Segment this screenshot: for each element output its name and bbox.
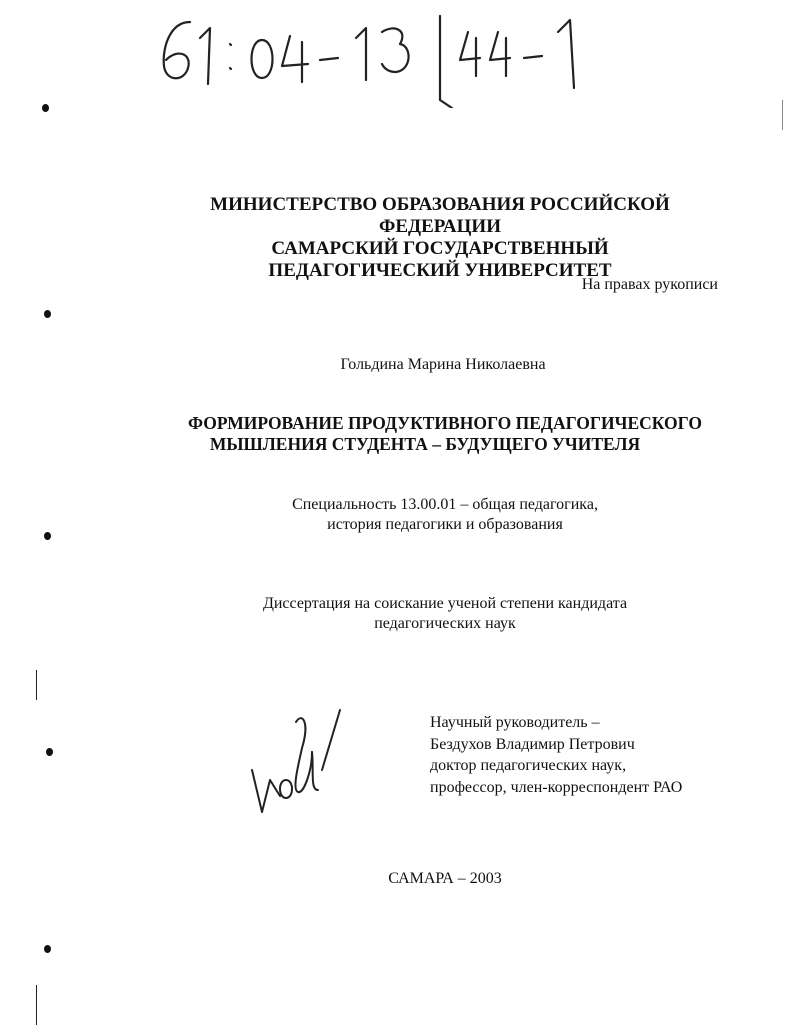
handwritten-signature [240, 708, 350, 820]
scan-edge-mark [782, 100, 783, 130]
advisor-line-3: доктор педагогических наук, [430, 757, 627, 774]
scan-edge-mark [36, 985, 37, 1025]
header-line-1: МИНИСТЕРСТВО ОБРАЗОВАНИЯ РОССИЙСКОЙ ФЕДЕРАЦИИ [210, 194, 670, 237]
dissertation-degree [200, 594, 690, 634]
title-line-2: МЫШЛЕНИЯ СТУДЕНТА – БУДУЩЕГО УЧИТЕЛЯ [209, 434, 641, 454]
advisor-line-2: Бездухов Владимир Петрович [430, 735, 635, 753]
advisor-line-4: профессор, член-корреспондент РАО [430, 778, 683, 796]
author-name: Гольдина Марина Николаевна [340, 356, 546, 373]
scan-dot [46, 748, 53, 756]
header-line-3: ПЕДАГОГИЧЕСКИЙ УНИВЕРСИТЕТ [268, 260, 612, 281]
advisor-line-1: Научный руководитель – [430, 714, 600, 731]
specialty-line-2: история педагогики и образования [327, 516, 563, 533]
scan-dot [44, 532, 51, 540]
specialty-line-1: Специальность 13.00.01 – общая педагогика, [292, 496, 598, 513]
handwritten-archive-code [150, 8, 600, 108]
manuscript-rights: На правах рукописи [581, 276, 718, 293]
city-year: САМАРА – 2003 [388, 870, 502, 887]
degree-line-1: Диссертация на соискание ученой степени кандидата [262, 595, 628, 612]
header-line-2: САМАРСКИЙ ГОСУДАРСТВЕННЫЙ [271, 238, 609, 259]
scan-edge-mark [36, 670, 37, 700]
ministry-header [150, 194, 730, 282]
scan-dot [44, 310, 51, 318]
specialty [220, 495, 670, 535]
degree-line-2: педагогических наук [374, 615, 516, 632]
dissertation-title [140, 413, 750, 455]
title-line-1: ФОРМИРОВАНИЕ ПРОДУКТИВНОГО ПЕДАГОГИЧЕСКОГО [188, 413, 702, 433]
scan-dot [42, 104, 49, 112]
scientific-advisor [430, 712, 682, 798]
scan-dot [44, 945, 51, 953]
